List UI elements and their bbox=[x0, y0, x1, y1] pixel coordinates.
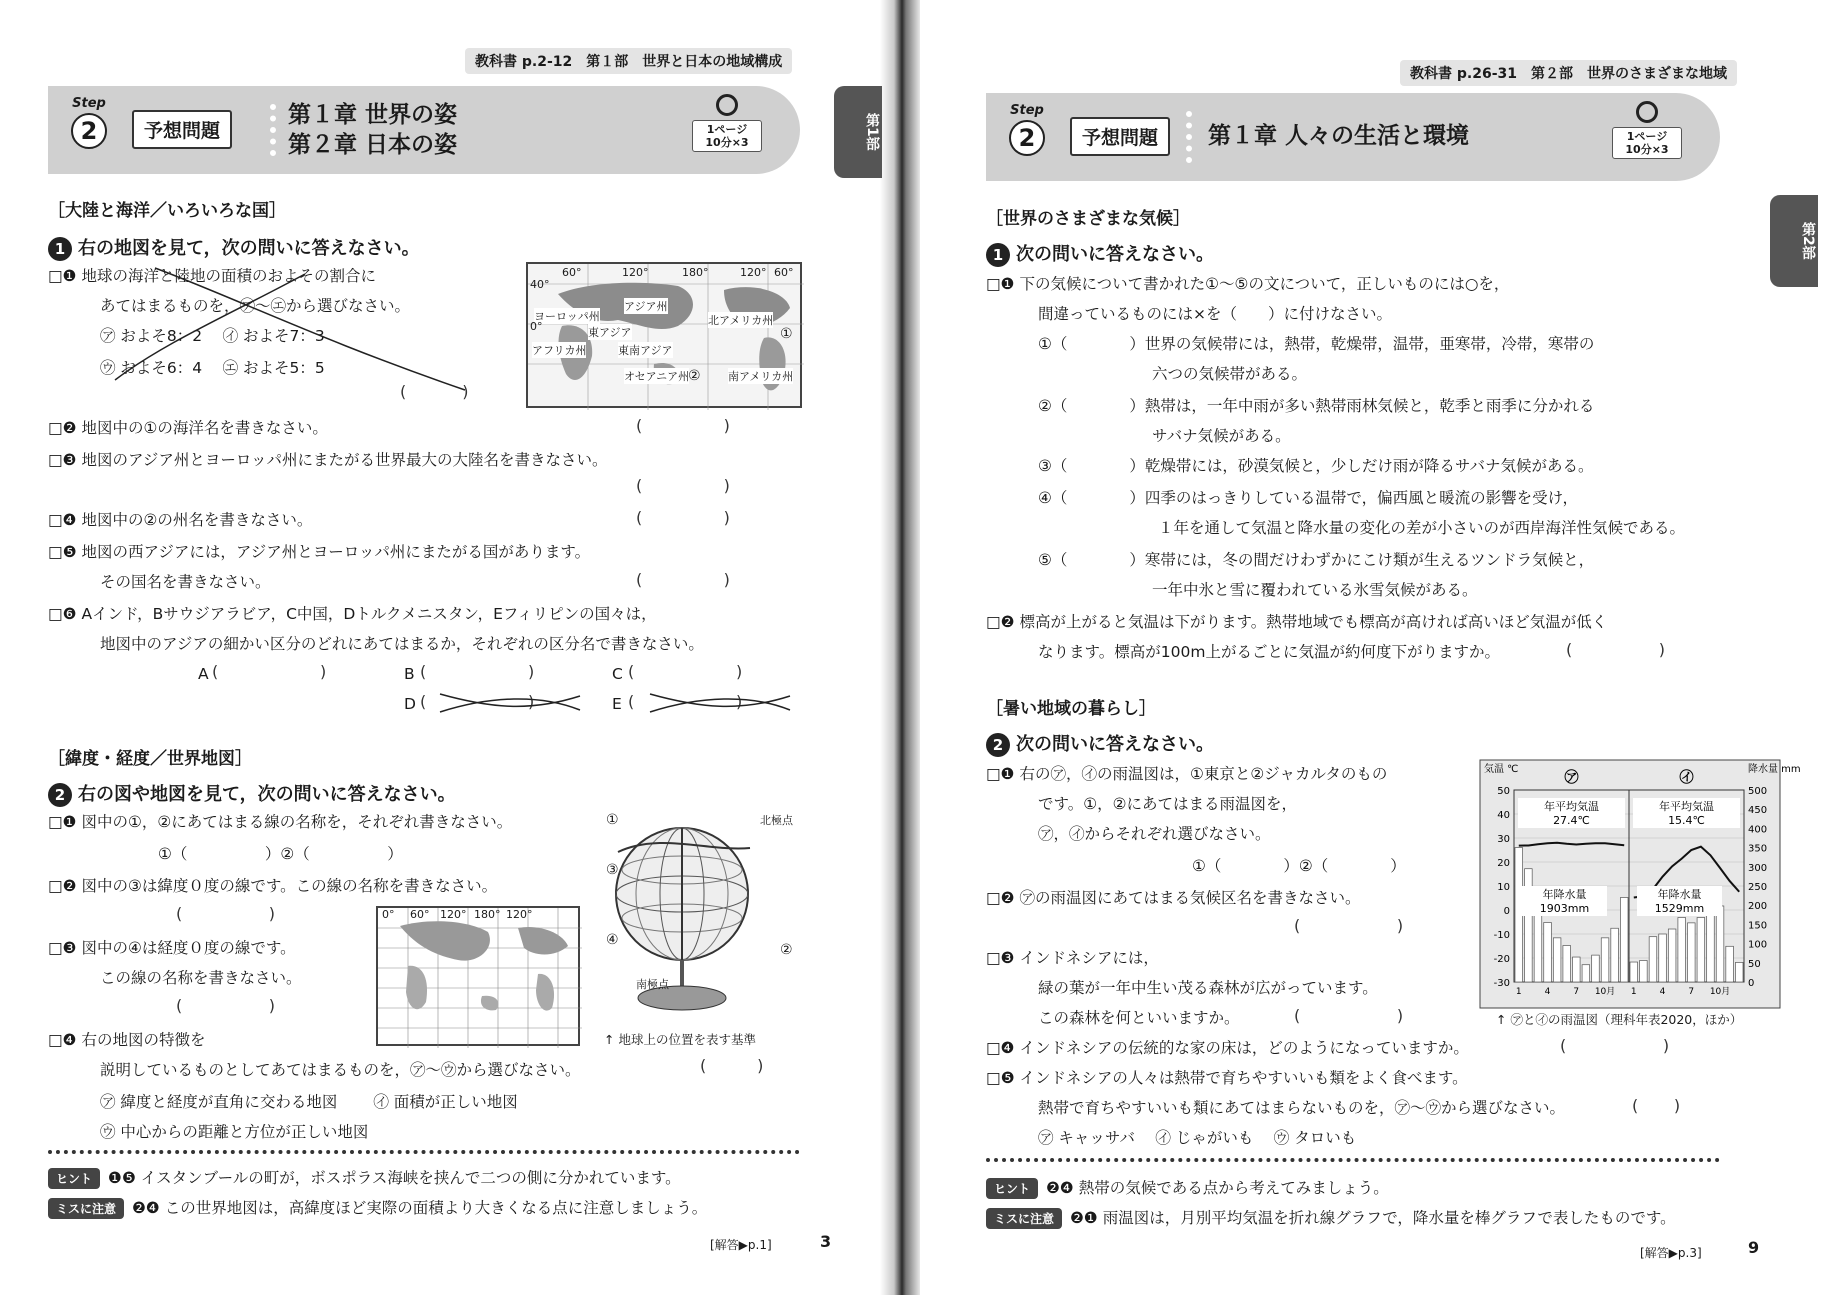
answer-box[interactable]: ( ) bbox=[420, 662, 535, 681]
section-heading: ［大陸と海洋／いろいろな国］ bbox=[48, 201, 286, 221]
answer-box[interactable]: ( ) bbox=[700, 1056, 764, 1075]
map-label: 180° bbox=[474, 908, 501, 921]
question-line: この線の名称を書きなさい。 bbox=[100, 969, 302, 987]
question-line: □❹ インドネシアの伝統的な家の床は，どのようになっていますか。 bbox=[986, 1039, 1469, 1057]
statement-line: 一年中氷と雪に覆われている氷雪気候がある。 bbox=[1152, 581, 1478, 599]
answer-box[interactable]: ( ) bbox=[1294, 916, 1404, 935]
map-marker-1: ① bbox=[780, 326, 793, 342]
precip-bar bbox=[1611, 928, 1619, 982]
precip-bar bbox=[1697, 917, 1705, 982]
temp-label: 年平均気温 bbox=[1659, 800, 1714, 813]
y2-tick-label: 100 bbox=[1748, 939, 1768, 951]
temp-value: 15.4℃ bbox=[1668, 814, 1705, 827]
map-label: 120° bbox=[622, 266, 649, 279]
x-tick-label: 10月 bbox=[1594, 987, 1616, 997]
step-word: Step bbox=[72, 96, 106, 111]
statement-line: ②（ ）熱帯は，一年中雨が多い熱帯雨林気候と，乾季と雨季に分かれる bbox=[1038, 397, 1595, 415]
precip-bar bbox=[1525, 869, 1533, 982]
precip-bar bbox=[1716, 906, 1724, 982]
precip-value: 1529mm bbox=[1654, 902, 1705, 915]
hint-line: ヒント ❷❹ 熱帯の気候である点から考えてみましょう。 bbox=[986, 1176, 1389, 1199]
handwritten-strike-marks bbox=[95, 262, 475, 392]
chapter-titles bbox=[288, 100, 457, 160]
globe-label-4: ④ bbox=[606, 932, 619, 948]
y2-axis-label: 降水量 mm bbox=[1748, 764, 1801, 775]
question-line: あてはまるものを，㋐〜㋓から選びなさい。 bbox=[100, 297, 411, 315]
x-tick-label: 7 bbox=[1573, 987, 1580, 997]
stopwatch-icon bbox=[1636, 101, 1658, 123]
y2-tick-label: 0 bbox=[1748, 978, 1755, 989]
precip-label: 年降水量 bbox=[1542, 888, 1587, 901]
y-tick-label: 0 bbox=[1503, 906, 1510, 917]
map-label: 0° bbox=[382, 908, 395, 921]
precip-bar bbox=[1544, 922, 1552, 982]
precip-bar bbox=[1553, 938, 1561, 982]
y-tick-label: 10 bbox=[1497, 882, 1510, 893]
map-marker-2: ② bbox=[688, 368, 701, 384]
part-side-tab: 第2部 bbox=[1770, 195, 1818, 287]
step-number: 2 bbox=[1009, 120, 1045, 156]
caution-tag: ミスに注意 bbox=[986, 1208, 1062, 1229]
x-tick-label: 1 bbox=[1515, 987, 1522, 997]
y2-tick-label: 300 bbox=[1748, 862, 1768, 874]
answer-box[interactable]: ( ) bbox=[636, 416, 730, 435]
question-number-icon: 1 bbox=[986, 243, 1010, 267]
globe-label-2: ② bbox=[780, 942, 793, 958]
section-heading: ［緯度・経度／世界地図］ bbox=[48, 749, 252, 769]
map-label: ヨーロッパ州 bbox=[534, 310, 600, 323]
question-line: 地図中のアジアの細かい区分のどれにあてはまるか，それぞれの区分名で書きなさい。 bbox=[100, 635, 704, 653]
question-line: その国名を書きなさい。 bbox=[100, 573, 271, 591]
answer-label: B bbox=[404, 665, 415, 683]
panel-title: ㋑ bbox=[1679, 770, 1694, 786]
textbook-reference: 教科書 p.2-12 第１部 世界と日本の地域構成 bbox=[465, 48, 792, 74]
answer-box[interactable]: ( ) bbox=[1632, 1096, 1681, 1115]
step-banner bbox=[48, 86, 800, 174]
y2-tick-label: 200 bbox=[1748, 901, 1768, 913]
question-heading: 2 次の問いに答えなさい。 bbox=[986, 730, 1214, 757]
map-label: 60° bbox=[410, 908, 430, 921]
mercator-map bbox=[376, 906, 580, 1046]
precip-bar bbox=[1582, 965, 1590, 982]
timer-text: 1ページ 10分×3 bbox=[1612, 127, 1682, 159]
map-label: 北アメリカ州 bbox=[708, 314, 774, 327]
map-label: アフリカ州 bbox=[532, 344, 587, 357]
question-line: 熱帯で育ちやすいいも類にあてはまらないものを，㋐〜㋒から選びなさい。 bbox=[1038, 1099, 1566, 1117]
chapter-title-2: 第２章 日本の姿 bbox=[288, 132, 458, 158]
globe-caption: ↑ 地球上の位置を表す基準 bbox=[604, 1032, 756, 1047]
x-tick-label: 4 bbox=[1544, 987, 1551, 997]
answer-box[interactable]: ( ) bbox=[628, 662, 743, 681]
section-heading: ［世界のさまざまな気候］ bbox=[986, 209, 1190, 229]
timer-badge bbox=[1612, 101, 1682, 159]
answer-line[interactable]: ①（ ）②（ ） bbox=[1192, 857, 1406, 875]
chapter-title-1: 第１章 世界の姿 bbox=[288, 102, 458, 128]
south-pole-label: 南極点 bbox=[636, 978, 669, 991]
question-line: □❶ 下の気候について書かれた①〜⑤の文について，正しいものには○を， bbox=[986, 275, 1510, 293]
question-line: □❷ 図中の③は緯度０度の線です。この線の名称を書きなさい。 bbox=[48, 877, 498, 895]
left-page bbox=[0, 0, 880, 1295]
y2-tick-label: 500 bbox=[1748, 786, 1768, 797]
y2-tick-label: 350 bbox=[1748, 843, 1768, 855]
dotted-separator bbox=[986, 1158, 1720, 1162]
map-label: アジア州 bbox=[624, 300, 668, 313]
right-page bbox=[920, 0, 1834, 1295]
page-number: 3 bbox=[820, 1232, 832, 1251]
question-line: 説明しているものとしてあてはまるものを，㋐〜㋒から選びなさい。 bbox=[100, 1061, 581, 1079]
hint-tag: ヒント bbox=[986, 1178, 1038, 1199]
hint-line: ヒント ❶❺ イスタンブールの町が，ボスポラス海峡を挟んで二つの側に分かれています。 bbox=[48, 1166, 681, 1189]
answer-box[interactable]: ( ) bbox=[636, 476, 730, 495]
book-gutter bbox=[880, 0, 920, 1295]
answer-box[interactable]: ( ) bbox=[176, 996, 275, 1015]
precip-label: 年降水量 bbox=[1657, 888, 1702, 901]
panel-title: ㋐ bbox=[1564, 770, 1579, 786]
globe-illustration bbox=[600, 812, 760, 1022]
question-line: □❺ インドネシアの人々は熱帯で育ちやすいいも類をよく食べます。 bbox=[986, 1069, 1468, 1087]
timer-text: 1ページ 10分×3 bbox=[692, 120, 762, 152]
y-tick-label: -10 bbox=[1493, 930, 1510, 941]
step-number: 2 bbox=[71, 113, 107, 149]
y2-tick-label: 450 bbox=[1748, 805, 1768, 817]
statement-line: 六つの気候帯がある。 bbox=[1152, 365, 1308, 383]
question-heading: 1 次の問いに答えなさい。 bbox=[986, 240, 1214, 267]
precip-bar bbox=[1534, 905, 1542, 982]
map-label: 40° bbox=[530, 278, 550, 291]
question-heading: 2 右の図や地図を見て，次の問いに答えなさい。 bbox=[48, 780, 456, 807]
y2-tick-label: 150 bbox=[1748, 920, 1768, 932]
x-tick-label: 10月 bbox=[1709, 987, 1731, 997]
answer-box[interactable]: ( ) bbox=[636, 508, 730, 527]
map-label: 180° bbox=[682, 266, 709, 279]
question-line: □❶ 地球の海洋と陸地の面積のおよその割合に bbox=[48, 267, 376, 285]
banner-divider bbox=[1186, 111, 1192, 163]
globe-label-1: ① bbox=[606, 812, 619, 828]
temp-label: 年平均気温 bbox=[1544, 800, 1599, 813]
y-tick-label: -20 bbox=[1493, 954, 1510, 965]
y-tick-label: 30 bbox=[1497, 834, 1510, 845]
question-line: □❺ 地図の西アジアには，アジア州とヨーロッパ州にまたがる国があります。 bbox=[48, 543, 591, 561]
question-line: □❻ Aインド，Bサウジアラビア，C中国，Dトルクメニスタン，Eフィリピンの国々は， bbox=[48, 605, 657, 623]
page-number: 9 bbox=[1748, 1238, 1760, 1257]
handwritten-strike-marks bbox=[430, 688, 810, 718]
statement-line: ④（ ）四季のはっきりしている温帯で，偏西風と暖流の影響を受け， bbox=[1038, 489, 1578, 507]
question-line: なります。標高が100m上がるごとに気温が約何度下がりますか。 bbox=[1038, 643, 1500, 661]
map-graphic bbox=[378, 908, 582, 1048]
part-side-tab: 第1部 bbox=[834, 86, 882, 178]
question-line: 緑の葉が一年中生い茂る森林が広がっています。 bbox=[1038, 979, 1378, 997]
x-tick-label: 1 bbox=[1630, 987, 1637, 997]
precip-bar bbox=[1649, 937, 1657, 982]
precip-bar bbox=[1726, 946, 1734, 982]
answer-box[interactable]: ( ) bbox=[628, 692, 743, 711]
question-line: □❸ インドネシアには， bbox=[986, 949, 1159, 967]
step-badge bbox=[66, 96, 112, 149]
world-map-regions bbox=[526, 262, 802, 408]
precip-bar bbox=[1659, 934, 1667, 982]
statement-line: ①（ ）世界の気候帯には，熱帯，乾燥帯，温帯，亜寒帯，冷帯，寒帯の bbox=[1038, 335, 1595, 353]
step-banner bbox=[986, 93, 1720, 181]
choice-line: ㋐ およそ8：2 ㋑ およそ7：3 bbox=[100, 327, 325, 345]
precip-bar bbox=[1515, 848, 1523, 982]
temp-value: 27.4℃ bbox=[1553, 814, 1590, 827]
x-tick-label: 7 bbox=[1688, 987, 1695, 997]
precip-bar bbox=[1601, 938, 1609, 982]
y-tick-label: 50 bbox=[1497, 786, 1510, 797]
question-line: この森林を何といいますか。 bbox=[1038, 1009, 1240, 1027]
map-label: 南アメリカ州 bbox=[728, 370, 794, 383]
y-tick-label: -30 bbox=[1493, 978, 1510, 989]
answer-reference: [解答▶p.1] bbox=[710, 1238, 772, 1252]
answer-box[interactable]: ( ) bbox=[212, 662, 327, 681]
hint-tag: ヒント bbox=[48, 1168, 100, 1189]
stopwatch-icon bbox=[716, 94, 738, 116]
precip-bar bbox=[1640, 960, 1648, 982]
map-label: 120° bbox=[506, 908, 533, 921]
climate-chart bbox=[1480, 760, 1801, 1008]
choice-line: ㋐ キャッサバ ㋑ じゃがいも ㋒ タロいも bbox=[1038, 1129, 1357, 1147]
y2-tick-label: 400 bbox=[1748, 824, 1768, 836]
question-line: です。①，②にあてはまる雨温図を， bbox=[1038, 795, 1298, 813]
y2-tick-label: 250 bbox=[1748, 882, 1768, 893]
precip-bar bbox=[1688, 923, 1696, 982]
question-line: □❷ ㋐の雨温図にあてはまる気候区名を書きなさい。 bbox=[986, 889, 1361, 907]
dotted-separator bbox=[48, 1150, 800, 1154]
precip-bar bbox=[1620, 898, 1628, 982]
precip-bar bbox=[1573, 957, 1581, 982]
statement-line: サバナ気候がある。 bbox=[1152, 427, 1291, 445]
question-number-icon: 2 bbox=[986, 733, 1010, 757]
x-tick-label: 4 bbox=[1659, 987, 1666, 997]
textbook-reference: 教科書 p.26-31 第２部 世界のさまざまな地域 bbox=[1400, 60, 1737, 86]
precip-bar bbox=[1735, 962, 1743, 982]
choice-line: ㋒ 中心からの距離と方位が正しい地図 bbox=[100, 1123, 369, 1141]
map-label: 120° bbox=[740, 266, 767, 279]
y-tick-label: 20 bbox=[1497, 858, 1510, 869]
precip-bar bbox=[1668, 929, 1676, 982]
answer-label: E bbox=[612, 695, 622, 713]
question-line: □❶ 右の㋐，㋑の雨温図は，①東京と②ジャカルタのもの bbox=[986, 765, 1388, 783]
question-number-icon: 1 bbox=[48, 237, 72, 261]
answer-label: C bbox=[612, 665, 623, 683]
statement-line: １年を通して気温と降水量の変化の差が小さいのが西岸海洋性気候である。 bbox=[1158, 519, 1686, 537]
answer-box[interactable]: ( ) bbox=[176, 904, 275, 923]
question-line: □❸ 地図のアジア州とヨーロッパ州にまたがる世界最大の大陸名を書きなさい。 bbox=[48, 451, 608, 469]
answer-box[interactable]: ( ) bbox=[1566, 640, 1665, 659]
section-label: 予想問題 bbox=[1070, 117, 1170, 156]
section-label: 予想問題 bbox=[132, 110, 232, 149]
statement-line: ③（ ）乾燥帯には，砂漠気候と，少しだけ雨が降るサバナ気候がある。 bbox=[1038, 457, 1594, 475]
answer-box[interactable]: ( ) bbox=[636, 570, 730, 589]
precip-bar bbox=[1592, 955, 1600, 982]
question-number-icon: 2 bbox=[48, 783, 72, 807]
chart-caption: ↑ ㋐と㋑の雨温図（理科年表2020，ほか） bbox=[1496, 1012, 1743, 1027]
statement-line: ⑤（ ）寒帯には，冬の間だけわずかにこけ類が生えるツンドラ気候と， bbox=[1038, 551, 1595, 569]
chapter-title: 第１章 人々の生活と環境 bbox=[1208, 123, 1470, 149]
precip-value: 1903mm bbox=[1539, 902, 1590, 915]
answer-box[interactable]: ( ) bbox=[1560, 1036, 1670, 1055]
north-pole-label: 北極点 bbox=[760, 814, 793, 827]
timer-badge bbox=[692, 94, 762, 152]
precip-bar bbox=[1630, 962, 1638, 982]
map-label: 60° bbox=[562, 266, 582, 279]
answer-label: D bbox=[404, 695, 416, 713]
map-graphic bbox=[528, 264, 804, 410]
question-line: □❹ 右の地図の特徴を bbox=[48, 1031, 206, 1049]
caution-line: ミスに注意 ❷❶ 雨温図は，月別平均気温を折れ線グラフで，降水量を棒グラフで表したものです。 bbox=[986, 1206, 1676, 1229]
y-axis-label: 気温 ℃ bbox=[1484, 764, 1519, 775]
caution-tag: ミスに注意 bbox=[48, 1198, 124, 1219]
map-label: 東アジア bbox=[588, 326, 632, 339]
question-line: □❶ 図中の①，②にあてはまる線の名称を，それぞれ書きなさい。 bbox=[48, 813, 513, 831]
banner-divider bbox=[270, 104, 276, 156]
question-line: 間違っているものには×を（ ）に付けなさい。 bbox=[1038, 305, 1392, 323]
question-line: □❷ 地図中の①の海洋名を書きなさい。 bbox=[48, 419, 328, 437]
choice-line: ㋐ 緯度と経度が直角に交わる地図 ㋑ 面積が正しい地図 bbox=[100, 1093, 518, 1111]
question-line: ㋐，㋑からそれぞれ選びなさい。 bbox=[1038, 825, 1271, 843]
choice-line: ㋒ およそ6：4 ㋓ およそ5：5 bbox=[100, 359, 325, 377]
step-badge bbox=[1004, 103, 1050, 156]
answer-reference: [解答▶p.3] bbox=[1640, 1246, 1702, 1260]
question-line: □❹ 地図中の②の州名を書きなさい。 bbox=[48, 511, 313, 529]
caution-line: ミスに注意 ❷❹ この世界地図は，高緯度ほど実際の面積より大きくなる点に注意しましょう。 bbox=[48, 1196, 707, 1219]
map-label: 60° bbox=[774, 266, 794, 279]
globe-label-3: ③ bbox=[606, 862, 619, 878]
precip-bar bbox=[1563, 946, 1571, 982]
precip-bar bbox=[1678, 917, 1686, 982]
step-word: Step bbox=[1010, 103, 1044, 118]
section-heading: ［暑い地域の暮らし］ bbox=[986, 699, 1156, 719]
answer-box[interactable]: ( ) bbox=[400, 382, 469, 401]
map-label: 120° bbox=[440, 908, 467, 921]
answer-box[interactable]: ( ) bbox=[420, 692, 535, 711]
y-tick-label: 40 bbox=[1497, 810, 1510, 821]
map-label: 東南アジア bbox=[618, 344, 673, 357]
question-heading: 1 右の地図を見て，次の問いに答えなさい。 bbox=[48, 234, 420, 261]
question-line: □❸ 図中の④は経度０度の線です。 bbox=[48, 939, 296, 957]
answer-line[interactable]: ①（ ）②（ ） bbox=[158, 845, 403, 863]
y2-tick-label: 50 bbox=[1748, 958, 1761, 970]
answer-label: A bbox=[198, 665, 209, 683]
map-label: オセアニア州 bbox=[624, 370, 690, 383]
question-line: □❷ 標高が上がると気温は下がります。熱帯地域でも標高が高ければ高いほど気温が低く bbox=[986, 613, 1608, 631]
map-label: 0° bbox=[530, 320, 543, 333]
answer-box[interactable]: ( ) bbox=[1294, 1006, 1404, 1025]
